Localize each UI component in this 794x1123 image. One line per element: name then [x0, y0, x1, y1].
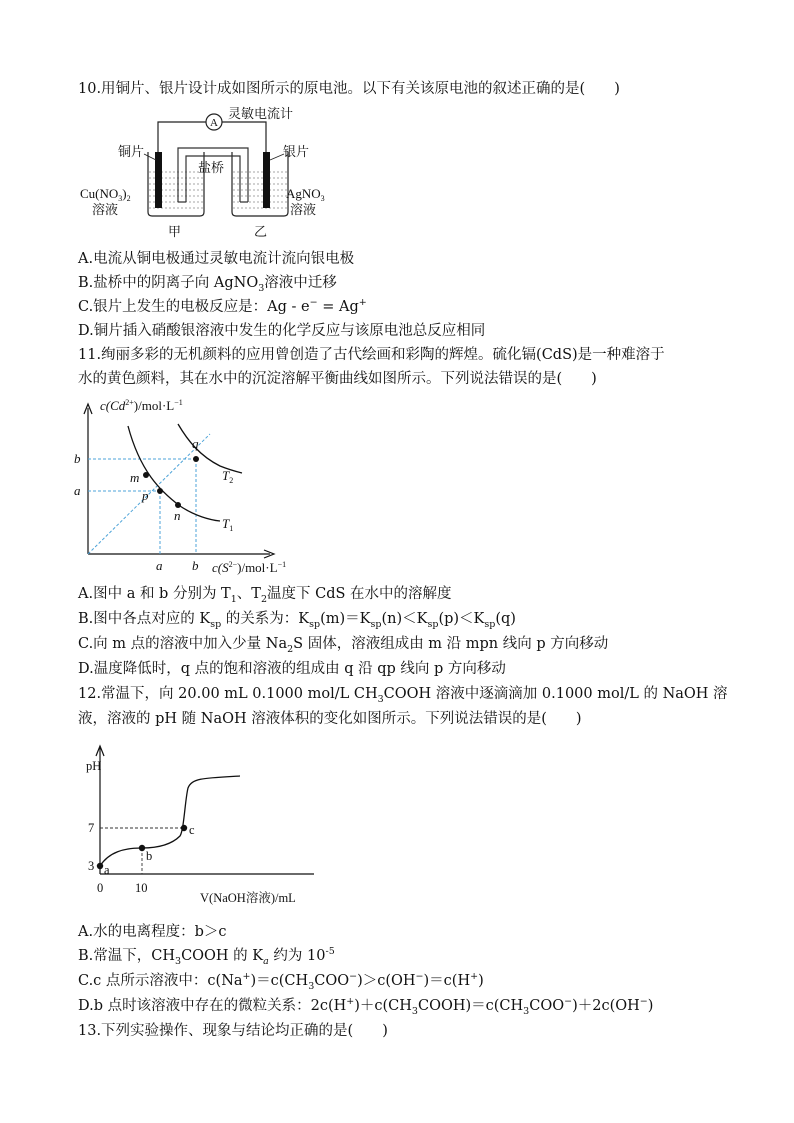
q10-option-c: C.银片上发生的电极反应是：Ag - e− = Ag+	[78, 297, 367, 315]
silver-electrode	[263, 152, 270, 208]
silver-label: 银片	[283, 144, 310, 159]
beaker-jia-label: 甲	[168, 224, 182, 239]
q12-option-d: D.b 点时该溶液中存在的微粒关系：$2c(H^+)+c(CH_3COOH)=c(CH_3COO^-)+2c(OH^-)$	[78, 996, 654, 1017]
x-axis-label: $c(S^{2-})/mol\cdot L^{-1}$	[212, 560, 287, 575]
galvanic-cell-diagram	[78, 104, 338, 242]
x-tick-0: 0	[97, 881, 104, 895]
q12-option-c: C.c 点所示溶液中：$c(Na^+)=c(CH_3COO^-)>c(OH^-)=c(H^+)$	[78, 971, 484, 992]
q12-stem-1: 12.常温下，向 20.00 mL 0.1000 mol/L $CH_3COOH$ 溶液中逐滴滴加 0.1000 mol/L 的 NaOH 溶	[78, 686, 728, 705]
x-tick-b: b	[192, 558, 199, 573]
label-p: p	[142, 488, 149, 503]
label-n: n	[174, 508, 181, 523]
y-axis-label: pH	[86, 759, 102, 773]
cds-solubility-chart	[70, 396, 320, 578]
q12-option-a: A.水的电离程度：b＞c	[78, 924, 227, 940]
right-solution-label-2: 溶液	[290, 202, 317, 217]
q11-stem-1: 11.绚丽多彩的无机颜料的应用曾创造了古代绘画和彩陶的辉煌。硫化镉(CdS)是一种难溶于	[78, 347, 665, 363]
salt-bridge-label: 盐桥	[198, 160, 225, 175]
q13-stem: 13.下列实验操作、现象与结论均正确的是( )	[78, 1023, 388, 1039]
x-axis-label: V(NaOH溶液)/mL	[200, 891, 296, 905]
q10-option-b: B.盐桥中的阴离子向 AgNO$_3$溶液中迁移	[78, 275, 337, 294]
point-b	[139, 845, 145, 851]
right-solution-label: AgNO$_3$	[286, 186, 325, 203]
q12-option-b: B.常温下，$CH_3COOH$ 的 $K_a$ 约为 $10^{-5}$	[78, 946, 335, 967]
galvanometer-label: 灵敏电流计	[228, 106, 294, 121]
label-b: b	[146, 849, 153, 863]
y-tick-a: a	[74, 483, 81, 498]
point-q	[193, 456, 199, 462]
q11-stem-2: 水的黄色颜料，其在水中的沉淀溶解平衡曲线如图所示。下列说法错误的是( )	[78, 371, 597, 387]
label-a: a	[104, 863, 110, 877]
left-solution-label: $Cu(NO_3)_2$	[80, 186, 131, 203]
q11-option-c: C.向 m 点的溶液中加入少量 $Na_2S$ 固体，溶液组成由 m 沿 mpn 线向 p 方向移动	[78, 636, 609, 655]
label-q: q	[192, 436, 199, 451]
y-tick-3: 3	[88, 859, 95, 873]
copper-electrode	[155, 152, 162, 208]
galvanometer-symbol: A	[210, 117, 218, 129]
curve-t1	[128, 426, 220, 521]
label-t1: $T_1$	[222, 516, 234, 533]
ph-curve	[100, 776, 240, 866]
y-tick-7: 7	[88, 821, 95, 835]
y-tick-b: b	[74, 451, 81, 466]
point-m	[143, 472, 149, 478]
q10-option-d: D.铜片插入硝酸银溶液中发生的化学反应与该原电池总反应相同	[78, 323, 486, 339]
curve-t2	[178, 424, 242, 473]
q11-option-a: A.图中 a 和 b 分别为 $T_1$、$T_2$温度下 CdS 在水中的溶解度	[78, 586, 452, 605]
y-axis-label: $c(Cd^{2+})/mol\cdot L^{-1}$	[100, 398, 183, 413]
x-tick-a: a	[156, 558, 163, 573]
q10-stem: 10.用铜片、银片设计成如图所示的原电池。以下有关该原电池的叙述正确的是( )	[78, 81, 620, 97]
label-c: c	[189, 823, 195, 837]
q10-option-a: A.电流从铜电极通过灵敏电流计流向银电极	[78, 251, 355, 267]
point-p	[157, 488, 163, 494]
titration-curve-chart	[84, 740, 344, 910]
point-a	[97, 863, 103, 869]
x-tick-10: 10	[135, 881, 148, 895]
point-c	[181, 825, 187, 831]
q11-option-d: D.温度降低时，q 点的饱和溶液的组成由 q 沿 qp 线向 p 方向移动	[78, 661, 506, 677]
beaker-yi-label: 乙	[254, 224, 268, 239]
label-t2: $T_2$	[222, 468, 234, 485]
label-m: m	[130, 470, 140, 485]
left-solution-label-2: 溶液	[92, 202, 119, 217]
q11-option-b: B.图中各点对应的 $K_{sp}$ 的关系为：$K_{sp}(m)=K_{sp}(n)<K_{sp}(p)<K_{sp}(q)$	[78, 611, 516, 630]
copper-label: 铜片	[118, 144, 145, 159]
q12-stem-2: 液，溶液的 pH 随 NaOH 溶液体积的变化如图所示。下列说法错误的是( )	[78, 711, 582, 727]
